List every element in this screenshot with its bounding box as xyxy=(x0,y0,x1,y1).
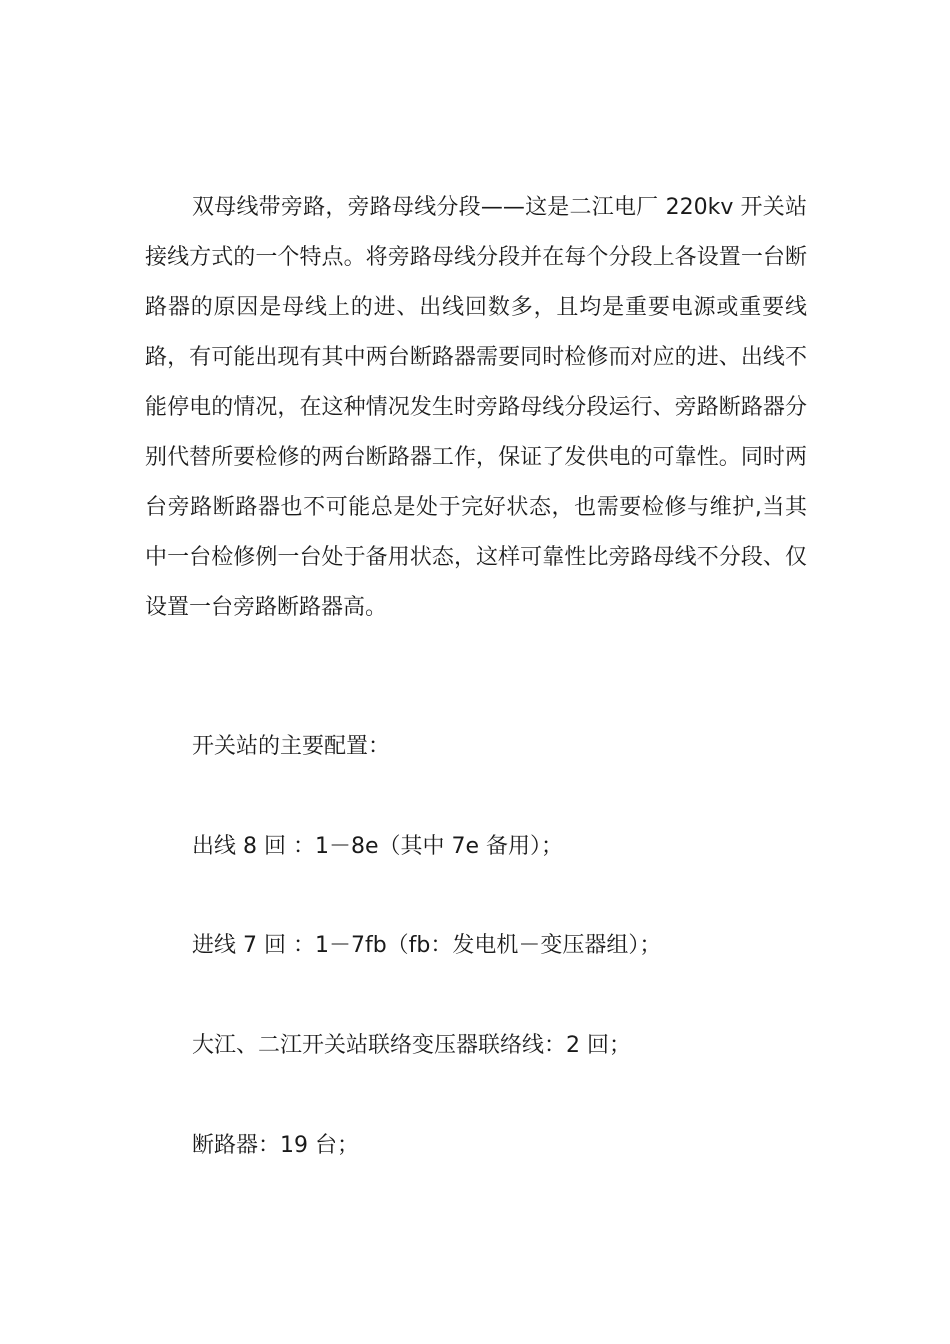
config-item-tie-lines: 大江、二江开关站联络变压器联络线：2 回； xyxy=(192,1033,631,1058)
config-item-incoming-lines: 进线 7 回 ：1－7fb（fb：发电机－变压器组）； xyxy=(192,933,662,958)
config-heading: 开关站的主要配置： xyxy=(192,734,391,759)
config-item-outgoing-lines: 出线 8 回 ：1－8e（其中 7e 备用）； xyxy=(192,834,564,859)
config-item-breakers: 断路器：19 台； xyxy=(192,1133,359,1158)
main-paragraph: 双母线带旁路，旁路母线分段——这是二江电厂 220kv 开关站接线方式的一个特点。将旁路母线分段并在每个分段上各设置一台断路器的原因是母线上的进、出线回数多，且均是重要电源或重要线路，有可能出现有其中两台断路器需要同时检修而对应的进、出线不能停电的情况，在这种情况发生时旁路母线分段运行、旁路断路器分别代替所要检修的两台断路器工作，保证了发供电的可靠性。同时两台旁路断路器也不可能总是处于完好状态，也需要检修与维护,当其中一台检修例一台处于备用状态，这样可靠性比旁路母线不分段、仅设置一台旁路断路器高。 xyxy=(145,195,807,620)
